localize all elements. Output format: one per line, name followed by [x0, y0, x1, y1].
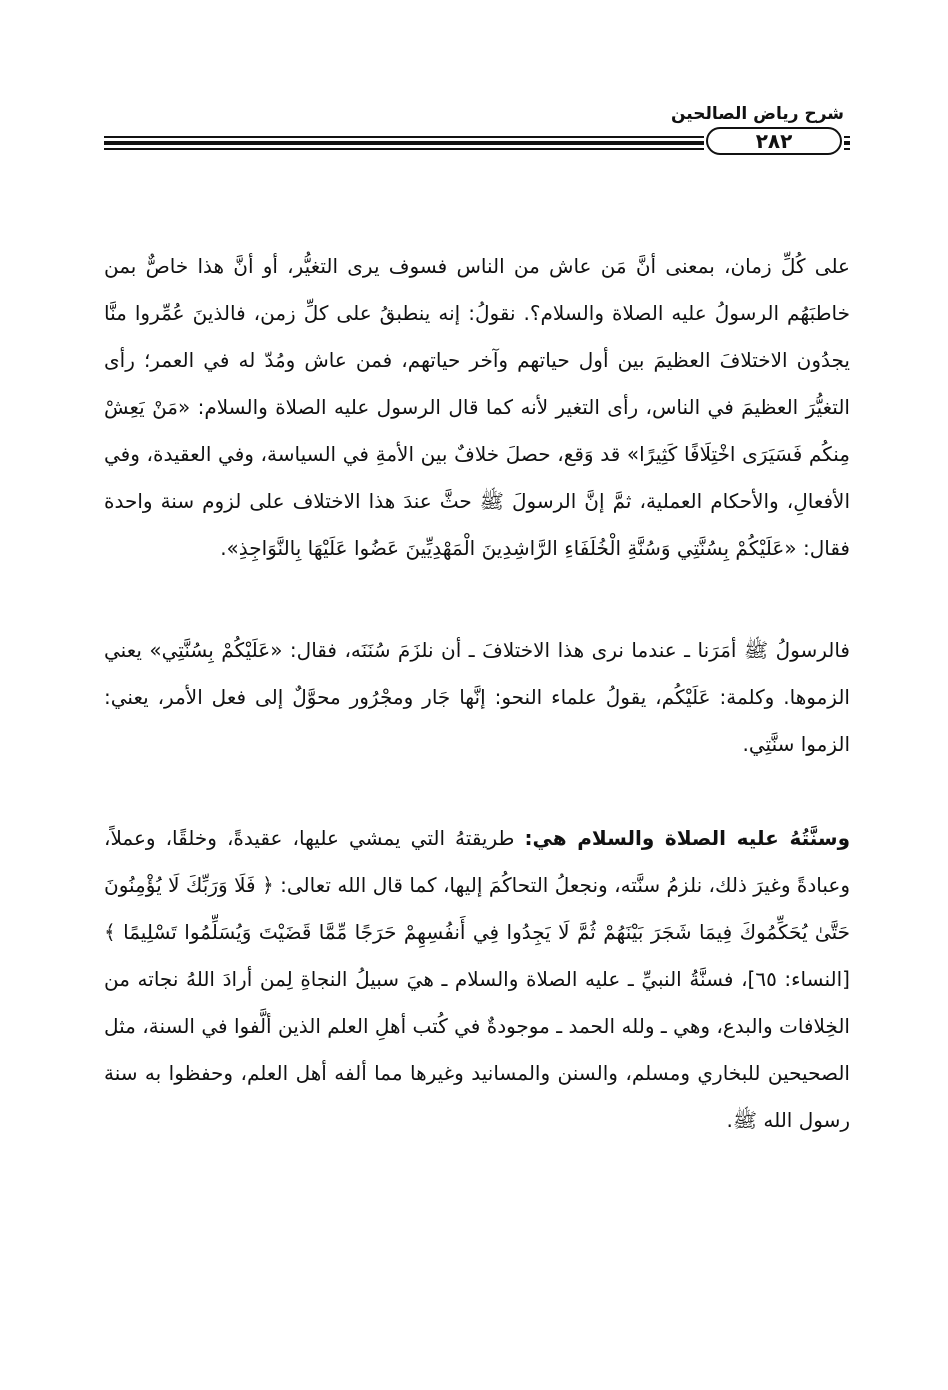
rule-line: [104, 148, 704, 150]
page-body: [104, 196, 850, 1191]
paragraph: فالرسولُ ﷺ أمَرَنا ـ عندما نرى هذا الاختلافَ ـ أن نلزَمَ سُنَنَه، فقال: «عَلَيْكُمْ بِسُنَّتِي» يعني الزموها. وكلمة: عَلَيْكُم، يقولُ علماء النحو: إنَّها جَار ومجْرُور محوَّلٌ إلى فعل الأمر، يعني: الزموا سنَّتِي.: [104, 638, 850, 756]
page-number: ٢٨٢: [706, 127, 842, 155]
rule-line: [104, 136, 704, 138]
rule-line: [844, 136, 850, 138]
rule-line: [104, 141, 704, 145]
paragraph-lead: وسنَّتُهُ عليه الصلاة والسلام هي:: [524, 826, 850, 850]
paragraph-text: طريقتهُ التي يمشي عليها، عقيدةً، وخلقًا، وعملاً، وعبادةً وغيرَ ذلك، نلزمُ سنَّته، ونجعلُ التحاكُمَ إليها، كما قال الله تعالى: ﴿ فَلَا وَرَبِّكَ لَا يُؤْمِنُونَ حَتَّىٰ يُحَكِّمُوكَ فِيمَا شَجَرَ بَيْنَهُمْ ثُمَّ لَا يَجِدُوا فِي أَنفُسِهِمْ حَرَجًا مِّمَّا قَضَيْتَ وَيُسَلِّمُوا تَسْلِيمًا ﴾ [النساء: ٦٥]، فسنَّةُ النبيِّ ـ عليه الصلاة والسلام ـ هيَ سبيلُ النجاةِ لِمن أرادَ اللهُ نجاته من الخِلافات والبدع، وهي ـ ولله الحمد ـ موجودةٌ في كُتب أهلِ العلم الذين ألَّفوا في السنة، مثل الصحيحين للبخاري ومسلم، والسنن والمسانيد وغيرها مما ألفه أهل العلم، وحفظوا به سنة رسول الله ﷺ.: [104, 826, 850, 1132]
book-title: شرح رياض الصالحين: [670, 104, 844, 124]
header-rule: [104, 125, 850, 155]
rule-line: [844, 148, 850, 150]
paragraph: على كُلِّ زمان، بمعنى أنَّ مَن عاش من الناس فسوف يرى التغيُّر، أو أنَّ هذا خاصٌّ بمن خاطبَهُم الرسولُ عليه الصلاة والسلام؟. نقولُ: إنه ينطبقُ على كلِّ زمن، فالذينَ عُمِّروا منَّا يجدُون الاختلافَ العظيمَ بين أول حياتهم وآخر حياتهم، فمن عاش ومُدّ له في العمر؛ رأى التغيُّرَ العظيمَ في الناس، رأى التغير لأنه كما قال الرسول عليه الصلاة والسلام: «مَنْ يَعِشْ مِنكُم فَسَيَرَى اخْتِلَافًا كَثِيرًا» قد وَقع، حصلَ خلافٌ بين الأمةِ في السياسة، وفي العقيدة، وفي الأفعالِ، والأحكام العملية، ثمَّ إنَّ الرسولَ ﷺ حثَّ عندَ هذا الاختلاف على لزوم سنة واحدة فقال: «عَلَيْكُمْ بِسُنَّتِي وَسُنَّةِ الْخُلَفَاءِ الرَّاشِدِينَ الْمَهْدِيِّينَ عَضُوا عَلَيْهَا بِالنَّوَاجِذِ».: [104, 254, 850, 560]
paragraph: [104, 815, 850, 1144]
rule-line: [844, 141, 850, 145]
